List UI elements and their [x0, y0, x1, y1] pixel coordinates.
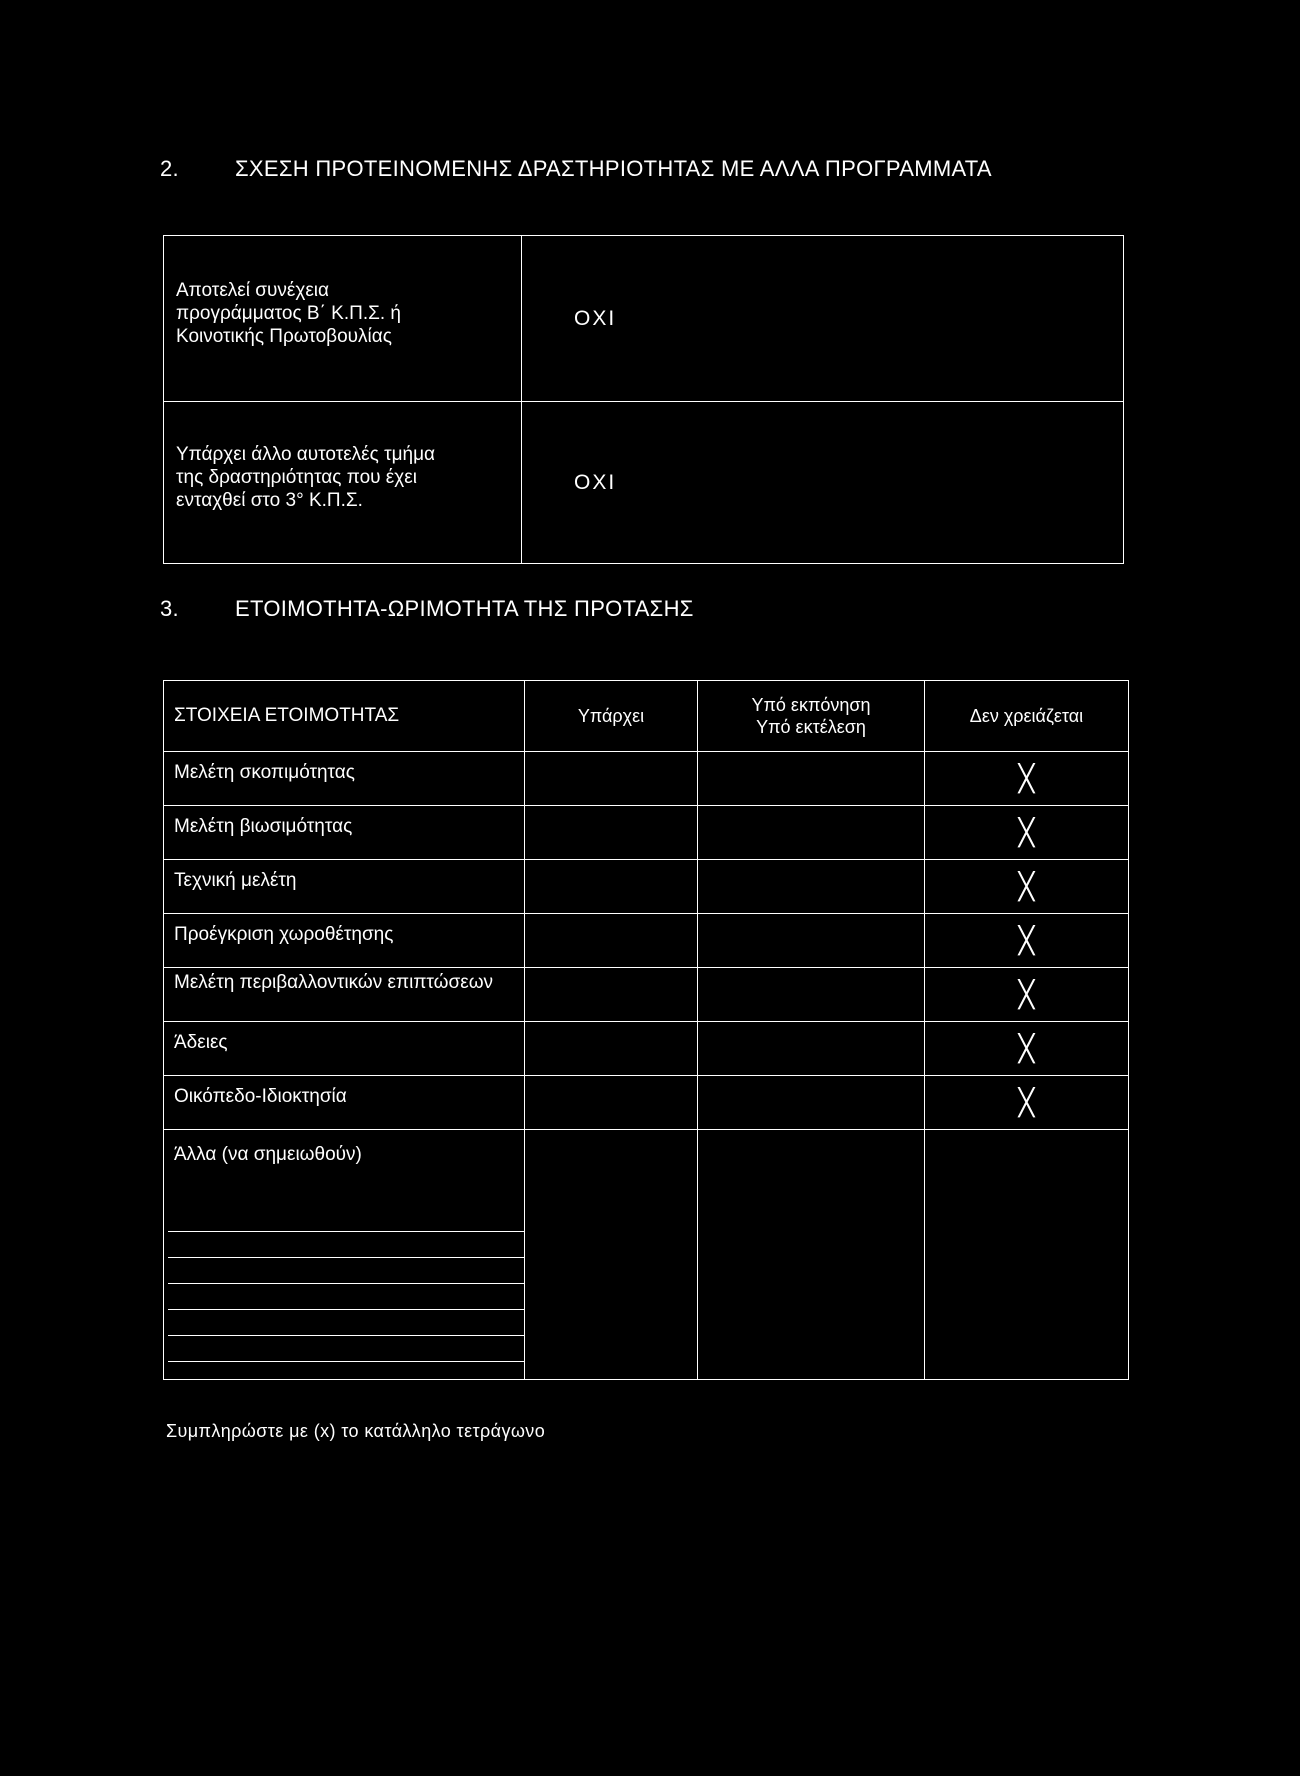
- header-readiness-items: ΣΤΟΙΧΕΙΑ ΕΤΟΙΜΟΤΗΤΑΣ: [164, 681, 525, 752]
- table-row: [164, 402, 1124, 564]
- exists-checkbox-cell[interactable]: [525, 968, 698, 1022]
- table-row: [164, 236, 1124, 402]
- section-2-heading: [160, 156, 992, 182]
- not-needed-mark-cell[interactable]: ╳: [925, 968, 1129, 1022]
- item-label: Άδειες: [164, 1022, 525, 1076]
- table-row: [164, 1022, 1129, 1076]
- header-exists: Υπάρχει: [525, 681, 698, 752]
- in-progress-checkbox-cell[interactable]: [698, 806, 925, 860]
- question-cell: Αποτελεί συνέχεια προγράμματος Β΄ Κ.Π.Σ. ή Κοινοτικής Πρωτοβουλίας: [164, 236, 522, 402]
- exists-checkbox-cell[interactable]: [525, 752, 698, 806]
- in-progress-checkbox-cell[interactable]: [698, 752, 925, 806]
- other-items-label: Άλλα (να σημειωθούν): [174, 1144, 362, 1165]
- in-progress-checkbox-cell[interactable]: [698, 914, 925, 968]
- blank-write-in-lines[interactable]: [174, 1206, 524, 1362]
- item-label: Οικόπεδο-Ιδιοκτησία: [164, 1076, 525, 1130]
- table-row: [164, 1076, 1129, 1130]
- readiness-table: [163, 680, 1129, 1380]
- other-items-cell: [164, 1130, 525, 1380]
- item-label: Προέγκριση χωροθέτησης: [164, 914, 525, 968]
- header-not-needed: Δεν χρειάζεται: [925, 681, 1129, 752]
- table-row: [164, 968, 1129, 1022]
- not-needed-mark-cell[interactable]: ╳: [925, 806, 1129, 860]
- item-label: Μελέτη σκοπιμότητας: [164, 752, 525, 806]
- in-progress-checkbox-cell[interactable]: [698, 860, 925, 914]
- section-3-number: 3.: [160, 596, 179, 621]
- section-2-title: ΣΧΕΣΗ ΠΡΟΤΕΙΝΟΜΕΝΗΣ ΔΡΑΣΤΗΡΙΟΤΗΤΑΣ ΜΕ ΑΛΛΑ ΠΡΟΓΡΑΜΜΑΤΑ: [235, 156, 992, 181]
- exists-checkbox-cell[interactable]: [525, 914, 698, 968]
- not-needed-checkbox-cell[interactable]: [925, 1130, 1129, 1380]
- table-row: [164, 806, 1129, 860]
- section-3-heading: [160, 596, 694, 622]
- table-row-other: [164, 1130, 1129, 1380]
- exists-checkbox-cell[interactable]: [525, 1022, 698, 1076]
- question-cell: Υπάρχει άλλο αυτοτελές τμήμα της δραστηριότητας που έχει ενταχθεί στο 3° Κ.Π.Σ.: [164, 402, 522, 564]
- not-needed-mark-cell[interactable]: ╳: [925, 860, 1129, 914]
- answer-cell[interactable]: ΟΧΙ: [522, 402, 1124, 564]
- table-row: [164, 752, 1129, 806]
- item-label: Τεχνική μελέτη: [164, 860, 525, 914]
- item-label: Μελέτη βιωσιμότητας: [164, 806, 525, 860]
- section-2-number: 2.: [160, 156, 179, 181]
- in-progress-checkbox-cell[interactable]: [698, 1076, 925, 1130]
- not-needed-mark-cell[interactable]: ╳: [925, 752, 1129, 806]
- not-needed-mark-cell[interactable]: ╳: [925, 914, 1129, 968]
- table-row: [164, 860, 1129, 914]
- item-label: Μελέτη περιβαλλοντικών επιπτώσεων: [164, 968, 525, 1022]
- answer-cell[interactable]: ΟΧΙ: [522, 236, 1124, 402]
- not-needed-mark-cell[interactable]: ╳: [925, 1022, 1129, 1076]
- exists-checkbox-cell[interactable]: [525, 1130, 698, 1380]
- instruction-note: Συμπληρώστε με (x) το κατάλληλο τετράγωνο: [166, 1421, 546, 1441]
- header-in-progress: Υπό εκπόνηση Υπό εκτέλεση: [698, 681, 925, 752]
- in-progress-checkbox-cell[interactable]: [698, 1022, 925, 1076]
- exists-checkbox-cell[interactable]: [525, 860, 698, 914]
- in-progress-checkbox-cell[interactable]: [698, 1130, 925, 1380]
- in-progress-checkbox-cell[interactable]: [698, 968, 925, 1022]
- related-programs-table: [163, 235, 1124, 564]
- exists-checkbox-cell[interactable]: [525, 806, 698, 860]
- table-header-row: [164, 681, 1129, 752]
- section-3-title: ΕΤΟΙΜΟΤΗΤΑ-ΩΡΙΜΟΤΗΤΑ ΤΗΣ ΠΡΟΤΑΣΗΣ: [235, 596, 694, 621]
- exists-checkbox-cell[interactable]: [525, 1076, 698, 1130]
- table-row: [164, 914, 1129, 968]
- not-needed-mark-cell[interactable]: ╳: [925, 1076, 1129, 1130]
